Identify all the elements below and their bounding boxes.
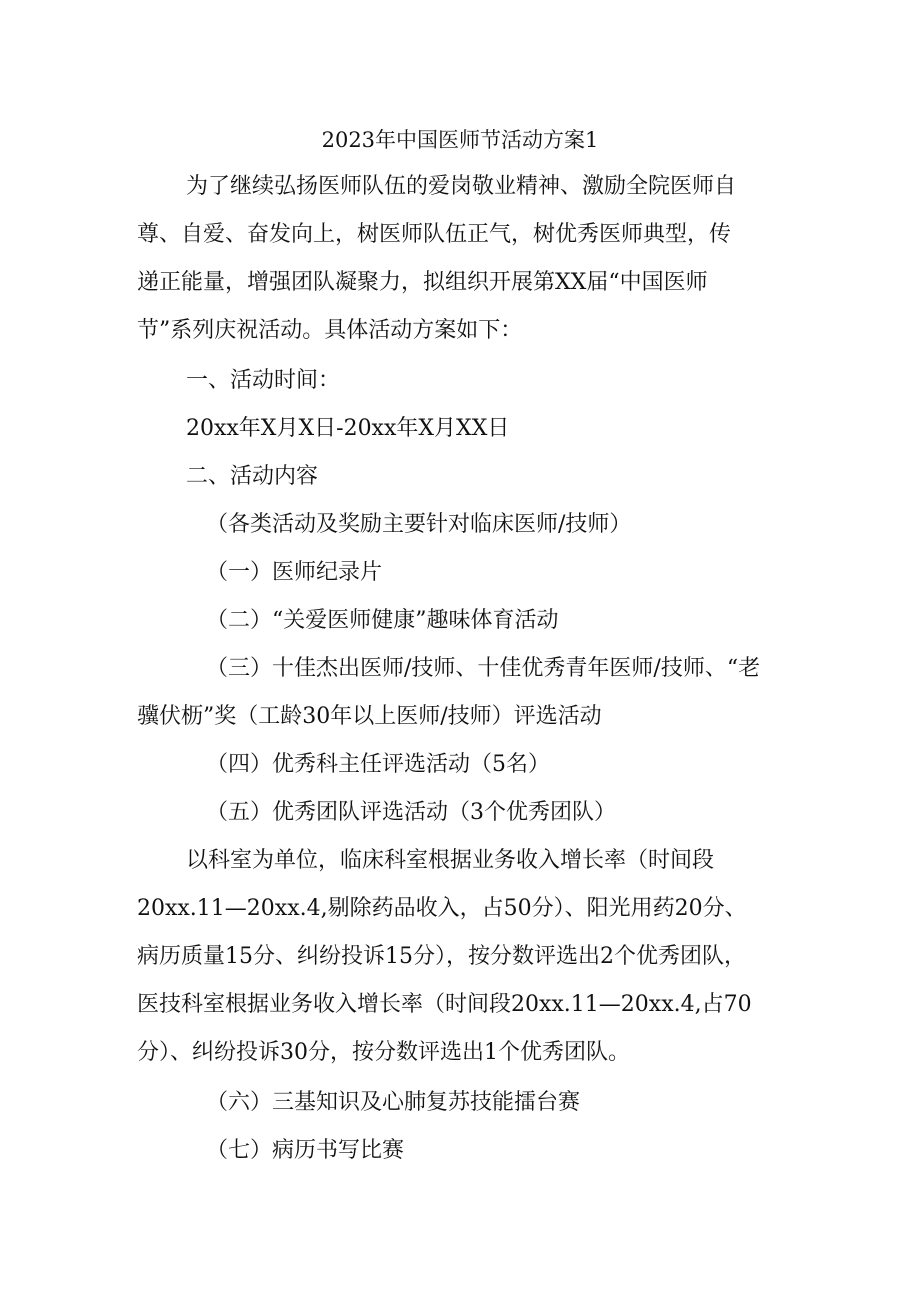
paragraph-line: 尊、自爱、奋发向上，树医师队伍正气，树优秀医师典型，传 xyxy=(137,222,732,247)
paragraph-line: 为了继续弘扬医师队伍的爱岗敬业精神、激励全院医师自 xyxy=(186,174,737,199)
list-item: （二）“关爱医师健康”趣味体育活动 xyxy=(206,608,559,633)
paragraph-line: 20xx.11—20xx.4,剔除药品收入，占50分）、阳光用药20分、 xyxy=(137,896,747,921)
paragraph-line: 医技科室根据业务收入增长率（时间段20xx.11—20xx.4,占70 xyxy=(137,992,752,1017)
paragraph-line: 病历质量15分、纠纷投诉15分），按分数评选出2个优秀团队， xyxy=(137,944,746,969)
section-heading: 二、活动内容 xyxy=(186,464,319,489)
paragraph-line: （各类活动及奖励主要针对临床医师/技师） xyxy=(206,512,632,537)
paragraph-line: 分）、纠纷投诉30分，按分数评选出1个优秀团队。 xyxy=(137,1040,630,1065)
list-item: （四）优秀科主任评选活动（5名） xyxy=(206,752,550,777)
list-item: （三）十佳杰出医师/技师、十佳优秀青年医师/技师、“老 xyxy=(206,656,761,681)
list-item: （六）三基知识及心肺复苏技能擂台赛 xyxy=(206,1090,581,1115)
paragraph-line: 骥伏枥”奖（工龄30年以上医师/技师）评选活动 xyxy=(137,704,602,729)
list-item: （一）医师纪录片 xyxy=(206,560,383,585)
section-heading: 一、活动时间： xyxy=(186,368,341,393)
paragraph-line: 以科室为单位，临床科室根据业务收入增长率（时间段 xyxy=(186,848,715,873)
list-item: （七）病历书写比赛 xyxy=(206,1138,405,1163)
paragraph-line: 递正能量，增强团队凝聚力，拟组织开展第XX届“中国医师 xyxy=(137,270,708,295)
paragraph-line: 节”系列庆祝活动。具体活动方案如下： xyxy=(137,318,523,343)
document-title: 2023年中国医师节活动方案1 xyxy=(321,128,599,152)
paragraph-line: 20xx年X月X日-20xx年X月XX日 xyxy=(186,416,510,441)
list-item: （五）优秀团队评选活动（3个优秀团队） xyxy=(206,800,616,825)
